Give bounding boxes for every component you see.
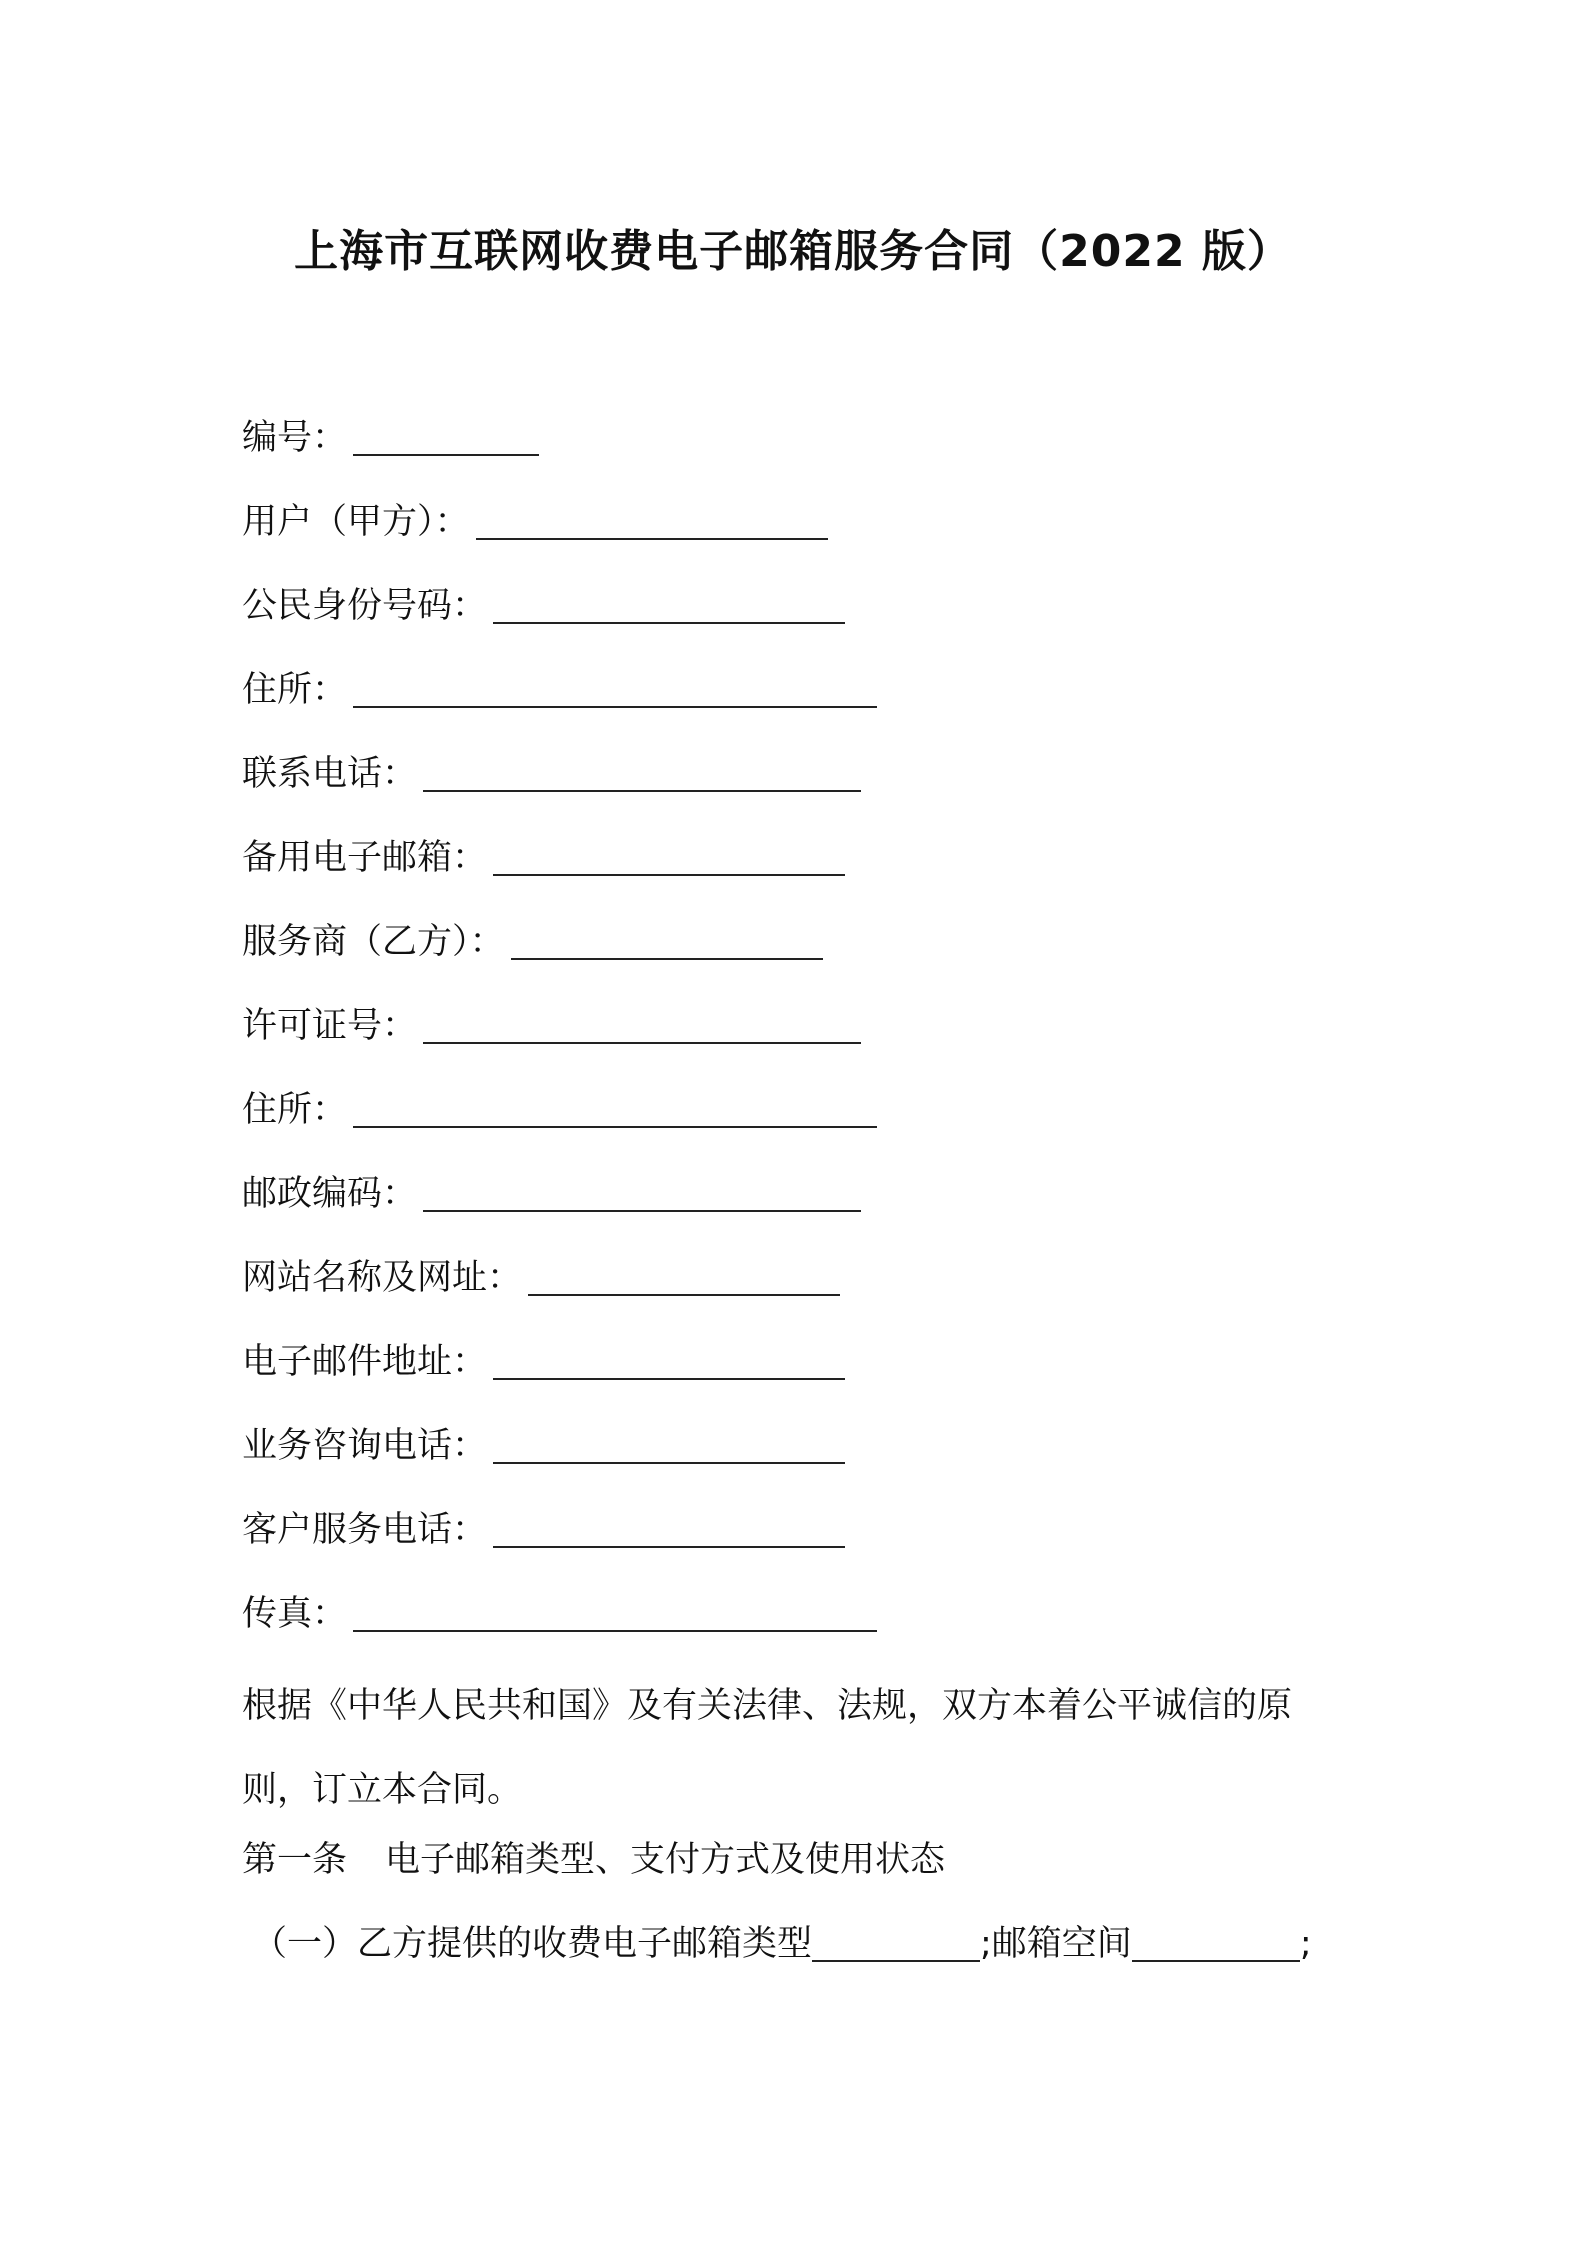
field-label: 电子邮件地址： <box>242 1342 488 1382</box>
clause-1-1 <box>252 1916 1312 1972</box>
field-citizen-id <box>242 578 1362 662</box>
field-customer-service-phone <box>242 1502 1362 1586</box>
field-address-party-b <box>242 1082 1362 1166</box>
field-label: 公民身份号码： <box>242 586 488 626</box>
field-postal-code <box>242 1166 1362 1250</box>
fill-in-blank <box>476 494 828 540</box>
field-provider-party-b <box>242 914 1362 998</box>
article-number: 第一条 <box>242 1840 348 1880</box>
field-label: 网站名称及网址： <box>242 1258 523 1298</box>
contract-preamble <box>242 1664 1362 1832</box>
field-fax <box>242 1586 1362 1670</box>
field-label: 传真： <box>242 1594 348 1634</box>
fill-in-blank <box>423 746 861 792</box>
fill-in-blank <box>812 1916 980 1962</box>
field-business-inquiry-phone <box>242 1418 1362 1502</box>
field-label: 编号： <box>242 418 348 458</box>
field-contact-phone <box>242 746 1362 830</box>
field-label: 用户（甲方）： <box>242 502 470 542</box>
fill-in-blank <box>493 1418 845 1464</box>
field-address-party-a <box>242 662 1362 746</box>
fill-in-blank <box>528 1250 840 1296</box>
field-label: 住所： <box>242 1090 348 1130</box>
article-title: 电子邮箱类型、支付方式及使用状态 <box>385 1840 946 1880</box>
field-label: 许可证号： <box>242 1006 418 1046</box>
field-email-address <box>242 1334 1362 1418</box>
field-website-name-url <box>242 1250 1362 1334</box>
clause-text: ;邮箱空间 <box>980 1924 1132 1964</box>
field-user-party-a <box>242 494 1362 578</box>
fill-in-blank <box>493 578 845 624</box>
field-label: 联系电话： <box>242 754 418 794</box>
fill-in-blank <box>353 1586 877 1632</box>
fill-in-blank <box>423 998 861 1044</box>
article-1-heading <box>242 1832 945 1888</box>
field-label: 客户服务电话： <box>242 1510 488 1550</box>
field-label: 业务咨询电话： <box>242 1426 488 1466</box>
fill-in-blank <box>1132 1916 1300 1962</box>
field-label: 服务商（乙方）： <box>242 922 505 962</box>
fill-in-blank <box>353 410 539 456</box>
preamble-line: 则，订立本合同。 <box>242 1770 523 1810</box>
field-label: 备用电子邮箱： <box>242 838 488 878</box>
fill-in-blank <box>511 914 823 960</box>
field-label: 住所： <box>242 670 348 710</box>
field-label: 邮政编码： <box>242 1174 418 1214</box>
fill-in-blank <box>423 1166 861 1212</box>
field-backup-email <box>242 830 1362 914</box>
fill-in-blank <box>493 1334 845 1380</box>
field-contract-number <box>242 410 1362 494</box>
contract-field-list <box>242 410 1362 1670</box>
fill-in-blank <box>353 662 877 708</box>
preamble-line: 根据《中华人民共和国》及有关法律、法规，双方本着公平诚信的原 <box>242 1686 1293 1726</box>
clause-text: ; <box>1299 1924 1312 1964</box>
fill-in-blank <box>353 1082 877 1128</box>
fill-in-blank <box>493 830 845 876</box>
fill-in-blank <box>493 1502 845 1548</box>
document-title: 上海市互联网收费电子邮箱服务合同（2022 版） <box>294 226 1292 277</box>
field-license-number <box>242 998 1362 1082</box>
clause-text: （一）乙方提供的收费电子邮箱类型 <box>252 1924 813 1964</box>
